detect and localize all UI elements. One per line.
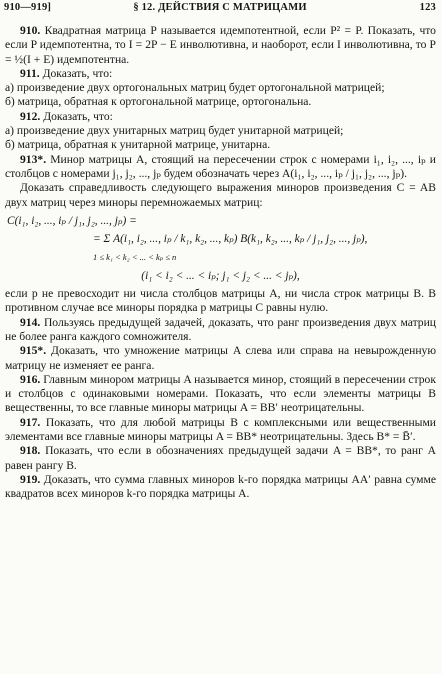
problem-911 xyxy=(5,67,436,81)
header-section-title: § 12. ДЕЙСТВИЯ С МАТРИЦАМИ xyxy=(133,2,307,13)
problem-916 xyxy=(5,373,436,416)
problem-text: Показать, что если в обозначениях предыдущей задачи A = BB*, то ранг A равен рангу B. xyxy=(5,444,436,472)
formula-913-line1: C(i₁, i₂, ..., iₚ / j₁, j₂, ..., jₚ) = xyxy=(7,214,137,227)
problem-number: 918. xyxy=(20,444,41,458)
problem-text: Пользуясь предыдущей задачей, доказать, что ранг произведения двух матриц не более ранга каждого сомножителя. xyxy=(5,315,436,343)
problem-919 xyxy=(5,473,436,502)
problem-914 xyxy=(5,316,436,345)
problem-text: Доказать, что умножение матрицы A слева или справа на невырожденную матрицу не изменяет ее ранга. xyxy=(5,344,436,372)
problem-text: Квадратная матрица P называется идемпотентной, если P² = P. Показать, что если P идемпотентна, то I = 2P − E инволютивна, и наоборот, если I инволютивна, то P = ½(I + E) идемпотентна. xyxy=(5,24,436,66)
problem-911-b: б) матрица, обратная к ортогональной матрице, ортогональна. xyxy=(5,95,312,109)
problem-913 xyxy=(5,153,436,182)
problem-911-a: а) произведение двух ортогональных матриц будет ортогональной матрицей; xyxy=(5,81,385,95)
problem-text: Доказать, что сумма главных миноров k-го порядка матрицы AA′ равна сумме квадратов всех миноров k-го порядка матрицы A. xyxy=(5,472,436,501)
formula-913-condition: (i₁ < i₂ < ... < iₚ; j₁ < j₂ < ... < jₚ), xyxy=(141,269,300,282)
problem-text: Доказать, что: xyxy=(42,66,113,80)
header-problem-range: 910—919] xyxy=(4,2,52,13)
problem-number: 914. xyxy=(20,315,41,329)
page-header xyxy=(4,2,436,18)
problem-number: 916. xyxy=(20,372,41,386)
problem-918 xyxy=(5,444,436,473)
problem-913-statement: Доказать справедливость следующего выражения миноров произведения C = AB двух матриц через миноры перемножаемых матриц: xyxy=(5,181,436,209)
problem-text: Показать, что для любой матрицы B с комплексными или вещественными элементами все главные миноры матрицы A = BB* неотрицательны. Здесь B* = B̄′. xyxy=(5,415,436,444)
problem-912 xyxy=(5,110,436,124)
problem-number: 917. xyxy=(20,415,41,429)
problem-number: 911. xyxy=(20,66,40,80)
problem-910 xyxy=(5,24,436,67)
page-body xyxy=(5,24,436,502)
problem-text: Главным минором матрицы A называется минор, стоящий в пересечении строк и столбцов с одинаковыми номерами. Показать, что если элементы матрицы B вещественны, то все главные миноры матрицы A = BB′ неотрицательны. xyxy=(5,372,436,415)
formula-913-sum-range: 1 ≤ k₁ < k₂ < ... < kₚ ≤ n xyxy=(93,252,177,263)
problem-912-a: а) произведение двух унитарных матриц будет унитарной матрицей; xyxy=(5,124,344,138)
problem-number: 913*. xyxy=(20,152,47,166)
problem-915 xyxy=(5,344,436,373)
problem-917 xyxy=(5,416,436,445)
problem-text: Доказать, что: xyxy=(43,109,113,123)
formula-913-line2: = Σ A(i₁, i₂, ..., iₚ / k₁, k₂, ..., kₚ) B(k₁, k₂, ..., kₚ / j₁, j₂, ..., jₚ), xyxy=(93,233,368,246)
problem-913-continuation: если p не превосходит ни числа столбцов матрицы A, ни числа строк матрицы B. В противном случае все миноры порядка p матрицы C равны нулю. xyxy=(5,287,436,315)
problem-text: Минор матрицы A, стоящий на пересечении строк с номерами i₁, i₂, ..., iₚ и столбцов с номерами j₁, j₂, ..., jₚ будем обозначать через A(i₁, i₂, ..., iₚ / j₁, j₂, ..., jₚ). xyxy=(5,152,436,180)
problem-number: 919. xyxy=(20,472,41,486)
problem-number: 915*. xyxy=(20,344,47,358)
page-number: 123 xyxy=(419,2,436,13)
problem-number: 912. xyxy=(20,109,41,123)
problem-number: 910. xyxy=(20,24,41,37)
problem-912-b: б) матрица, обратная к унитарной матрице, унитарна. xyxy=(5,138,271,152)
